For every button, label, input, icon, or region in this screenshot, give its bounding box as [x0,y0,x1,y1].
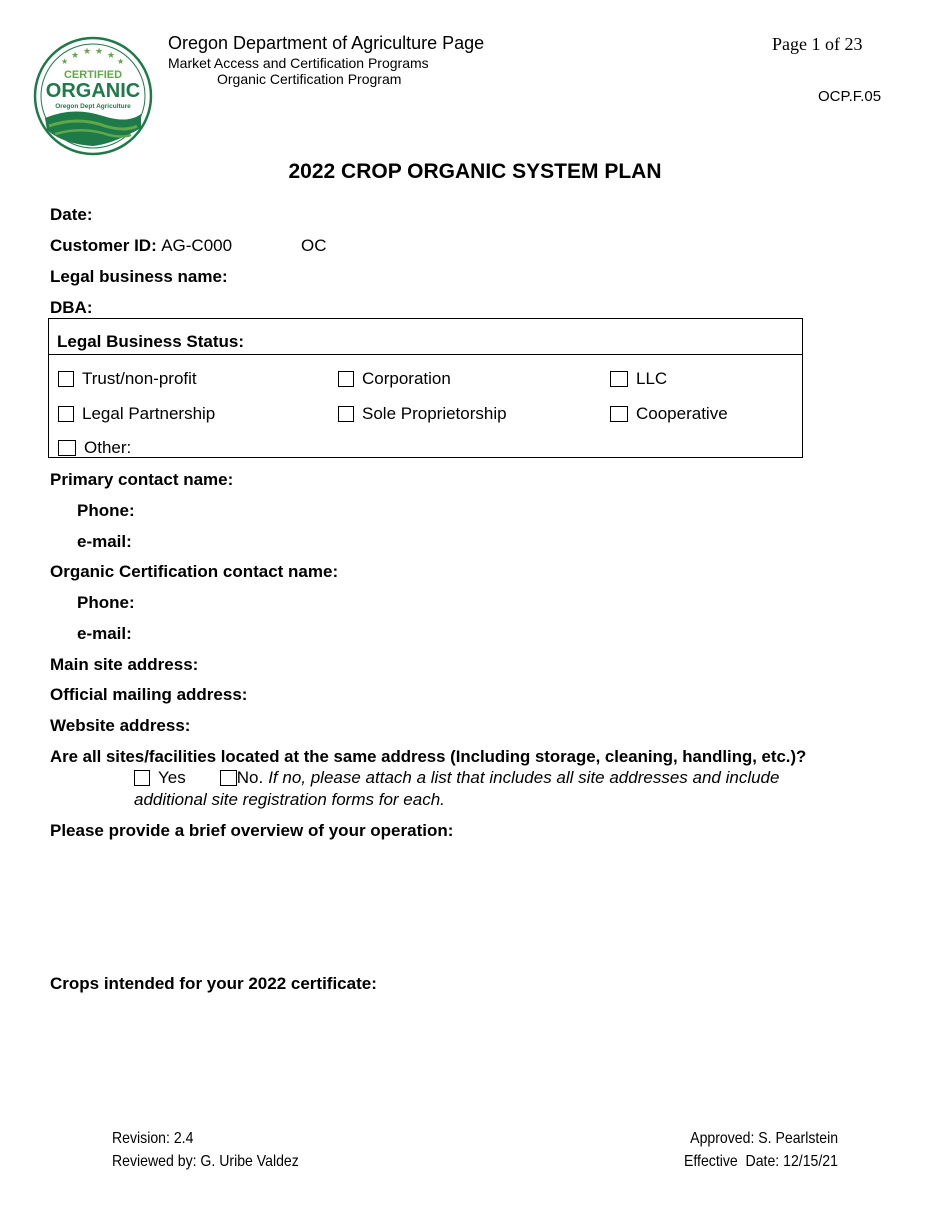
legal-name-label: Legal business name: [50,267,228,286]
footer-reviewed-by: Reviewed by: G. Uribe Valdez [112,1153,299,1170]
option-legal-partnership-label: Legal Partnership [82,404,216,423]
checkbox-no[interactable] [220,770,237,786]
svg-text:★: ★ [107,51,116,61]
form-code: OCP.F.05 [818,88,882,105]
svg-text:★: ★ [61,57,69,66]
checkbox-yes[interactable] [134,770,150,786]
website-address-label: Website address: [50,716,191,735]
yes-label: Yes [158,768,186,787]
legal-status-heading: Legal Business Status: [57,332,245,351]
organic-contact-label: Organic Certification contact name: [50,562,339,581]
option-llc[interactable] [610,369,667,389]
certified-organic-logo [33,36,153,156]
option-trust[interactable] [58,369,197,389]
no-label: No. [236,768,264,787]
svg-text:★: ★ [117,57,125,66]
agency-name: Oregon Department of Agriculture Page [168,33,485,53]
option-legal-partnership[interactable] [58,404,215,424]
option-cooperative-label: Cooperative [636,404,728,423]
sites-note-line2: additional site registration forms for each. [134,790,445,809]
option-trust-label: Trust/non-profit [82,369,197,388]
option-sole-proprietorship[interactable] [338,404,507,424]
overview-label: Please provide a brief overview of your operation: [50,821,454,840]
form-title: 2022 CROP ORGANIC SYSTEM PLAN [288,160,662,183]
legal-status-section [48,318,803,458]
program-name: Organic Certification Program [217,71,402,87]
checkbox-cooperative[interactable] [610,406,628,422]
mailing-address-label: Official mailing address: [50,685,248,704]
primary-email-label: e-mail: [77,532,132,551]
svg-text:★: ★ [95,47,104,57]
option-corporation[interactable] [338,369,451,389]
main-site-address-label: Main site address: [50,655,199,674]
option-other-label: Other: [84,438,132,457]
logo-sub-text: Oregon Dept Agriculture [55,103,131,110]
dba-label: DBA: [50,298,93,317]
svg-text:★: ★ [71,51,80,61]
option-other[interactable] [58,438,131,458]
footer-effective-date: Effective Date: 12/15/21 [684,1153,838,1170]
page-indicator: Page 1 of 23 [772,34,863,54]
crops-label: Crops intended for your 2022 certificate: [50,974,377,993]
organic-phone-label: Phone: [77,593,135,612]
checkbox-corporation[interactable] [338,371,354,387]
primary-phone-label: Phone: [77,501,135,520]
checkbox-sole-proprietorship[interactable] [338,406,354,422]
option-corporation-label: Corporation [362,369,451,388]
logo-main-text: ORGANIC [45,80,141,102]
organic-email-label: e-mail: [77,624,132,643]
sites-note-line1: If no, please attach a list that includes all site addresses and include [268,768,780,787]
logo-top-text: CERTIFIED [63,69,123,81]
customer-id-row [50,236,232,256]
customer-id-label: Customer ID: [50,236,157,255]
logo-icon [33,36,153,156]
checkbox-legal-partnership[interactable] [58,406,74,422]
footer-revision: Revision: 2.4 [112,1130,194,1147]
sites-answer-row [134,768,779,788]
checkbox-llc[interactable] [610,371,628,387]
customer-id-value: AG-C000 [161,236,233,255]
customer-id-suffix: OC [301,236,327,255]
checkbox-other[interactable] [58,440,76,456]
option-llc-label: LLC [636,369,668,388]
sites-question: Are all sites/facilities located at the same address (Including storage, cleaning, handling, etc.)? [50,747,807,766]
division-name: Market Access and Certification Programs [168,55,429,71]
legal-status-header [49,319,802,355]
option-cooperative[interactable] [610,404,728,424]
primary-contact-label: Primary contact name: [50,470,234,489]
svg-text:★: ★ [83,47,92,57]
checkbox-trust[interactable] [58,371,74,387]
date-label: Date: [50,205,93,224]
option-sole-proprietorship-label: Sole Proprietorship [362,404,507,423]
footer-approved: Approved: S. Pearlstein [690,1130,838,1147]
